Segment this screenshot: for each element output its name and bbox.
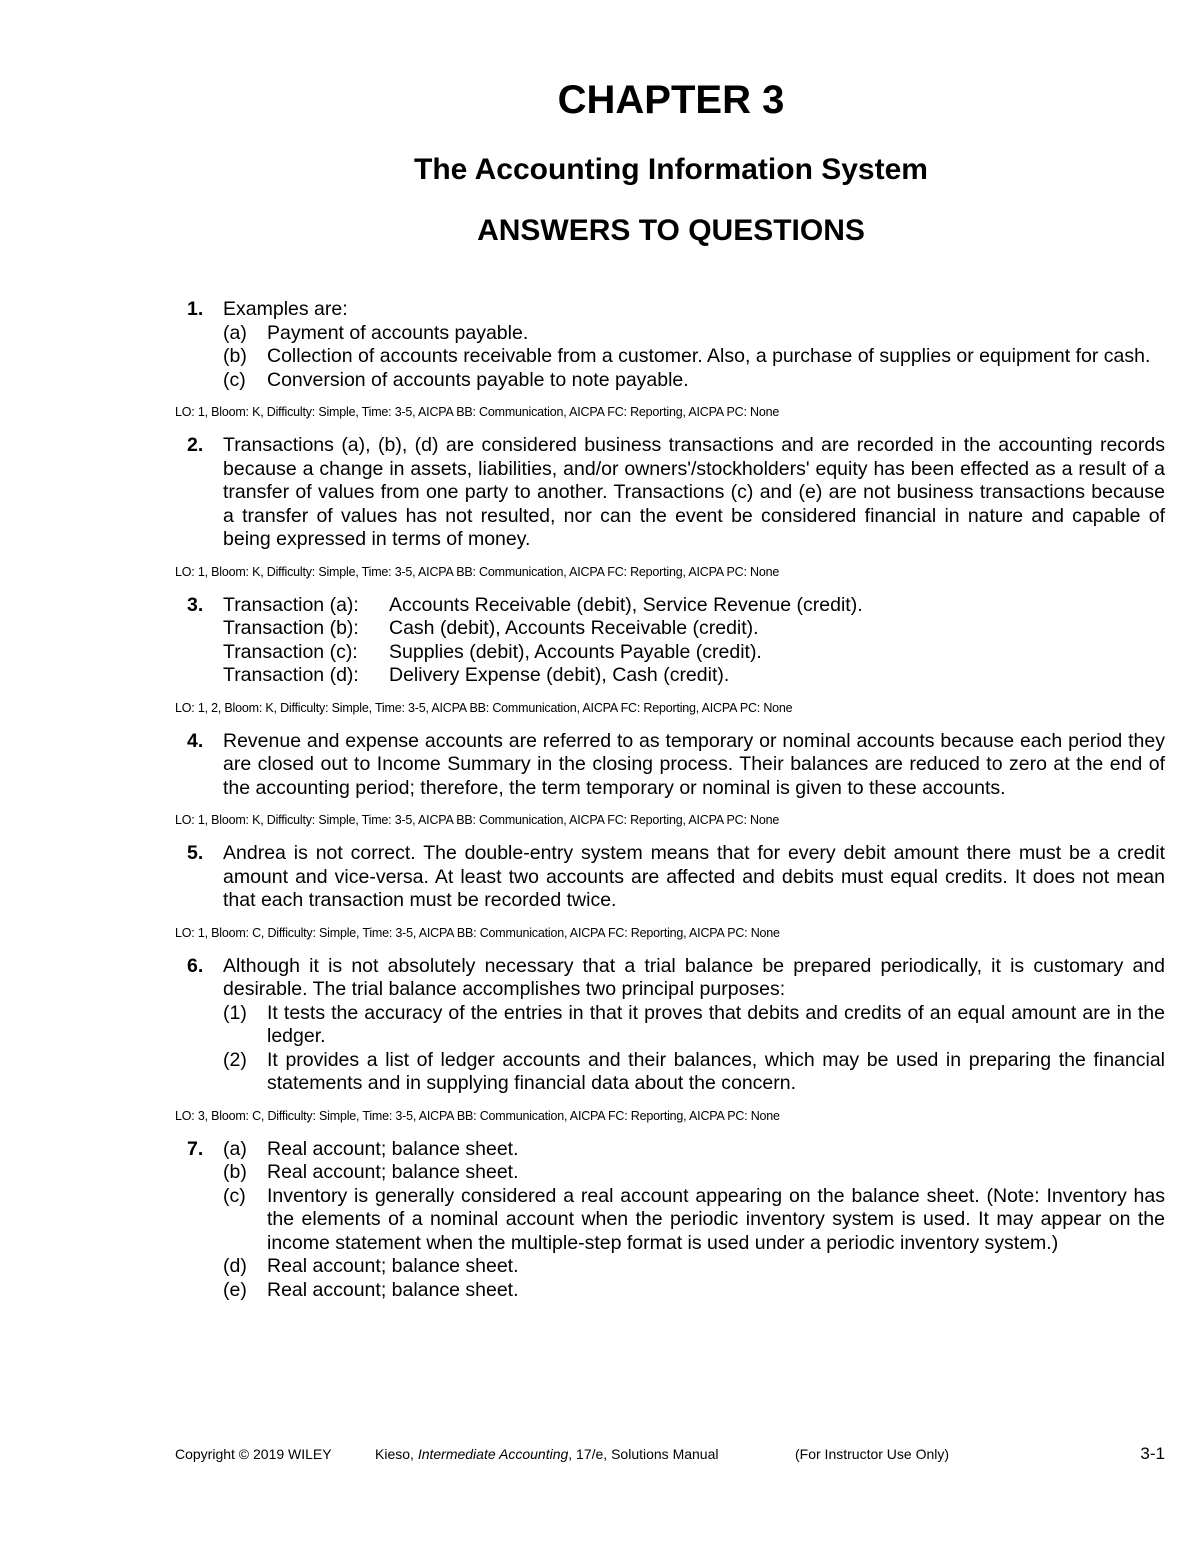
- chapter-title: The Accounting Information System: [414, 153, 928, 186]
- answer-number: 2.: [187, 434, 204, 456]
- answers-list: [175, 298, 1165, 1302]
- book-title: Intermediate Accounting: [417, 1446, 569, 1462]
- copyright-notice: Copyright © 2019 WILEY: [175, 1446, 332, 1462]
- item-text: Collection of accounts receivable from a customer. Also, a purchase of supplies or equipment for cash.: [267, 345, 1151, 367]
- usage-notice: (For Instructor Use Only): [795, 1446, 950, 1462]
- answer-number: 6.: [187, 954, 204, 977]
- answer-3: [175, 594, 1165, 688]
- learning-objective-tag: LO: 3, Bloom: C, Difficulty: Simple, Time: 3-5, AICPA BB: Communication, AICPA FC: Reporting, AICPA PC: None: [175, 1108, 780, 1123]
- learning-objective-tag: LO: 1, 2, Bloom: K, Difficulty: Simple, Time: 3-5, AICPA BB: Communication, AICPA FC: Reporting, AICPA PC: None: [175, 700, 793, 715]
- answer-number: 5.: [187, 842, 204, 864]
- transaction-entry: Delivery Expense (debit), Cash (credit).: [389, 664, 730, 686]
- item-label: (c): [223, 1184, 246, 1207]
- transaction-label: Transaction (a):: [223, 593, 359, 616]
- item-label: (d): [223, 1255, 247, 1277]
- answer-number: 3.: [187, 593, 204, 616]
- item-label: (a): [223, 321, 247, 344]
- answer-7: [175, 1138, 1165, 1303]
- item-label: (b): [223, 345, 247, 367]
- answer-item: [223, 369, 1165, 393]
- item-label: (e): [223, 1278, 247, 1301]
- transaction-label: Transaction (d):: [223, 664, 359, 686]
- answer-item: [223, 345, 1165, 369]
- item-label: (2): [223, 1048, 247, 1071]
- answer-1: [175, 298, 1165, 392]
- book-edition: , 17/e, Solutions Manual: [568, 1446, 719, 1462]
- transaction-entry: Supplies (debit), Accounts Payable (credit).: [389, 640, 762, 663]
- answer-6: [175, 955, 1165, 1096]
- answer-item: [223, 1138, 1165, 1162]
- item-label: (a): [223, 1137, 247, 1160]
- answer-text: Revenue and expense accounts are referred to as temporary or nominal accounts because each period they are closed out to Income Summary in the closing process. Their balances are reduced to zero at the end of the accounting period; therefore, the term temporary or nominal is given to these accounts.: [223, 729, 1165, 799]
- item-text: It tests the accuracy of the entries in that it proves that debits and credits of an equal amount are in the ledger.: [267, 1001, 1165, 1047]
- answer-text: Transactions (a), (b), (d) are considered business transactions and are recorded in the accounting records because a change in assets, liabilities, and/or owners'/stockholders' equity has been effected as a result of a transfer of values from one party to another. Transactions (c) and (e) are not business transactions because a transfer of values has not resulted, nor can the event be considered financial in nature and capable of being expressed in terms of money.: [223, 434, 1165, 550]
- item-text: Real account; balance sheet.: [267, 1278, 519, 1301]
- transaction-row: [223, 664, 1165, 688]
- answer-item: [223, 1185, 1165, 1256]
- transaction-entry: Cash (debit), Accounts Receivable (credit).: [389, 617, 759, 639]
- book-citation: [375, 1445, 795, 1463]
- item-text: It provides a list of ledger accounts and their balances, which may be used in preparing the financial statements and in supplying financial data about the concern.: [267, 1048, 1165, 1094]
- answer-item: [223, 1002, 1165, 1049]
- answer-item: [223, 1279, 1165, 1303]
- item-label: (c): [223, 368, 246, 391]
- item-label: (b): [223, 1161, 247, 1183]
- section-heading: ANSWERS TO QUESTIONS: [477, 214, 865, 247]
- answer-item: [223, 1161, 1165, 1185]
- learning-objective-tag: LO: 1, Bloom: K, Difficulty: Simple, Time: 3-5, AICPA BB: Communication, AICPA FC: Reporting, AICPA PC: None: [175, 405, 780, 419]
- book-author: Kieso,: [375, 1446, 414, 1462]
- transaction-row: [223, 594, 1165, 618]
- item-text: Inventory is generally considered a real account appearing on the balance sheet. (Note: Inventory has the elements of a nominal account when the periodic inventory system is used. It may appear on the income statement when the multiple-step format is used under a periodic inventory system.): [267, 1184, 1165, 1254]
- transaction-label: Transaction (c):: [223, 640, 358, 663]
- item-label: (1): [223, 1001, 247, 1024]
- answer-text: Andrea is not correct. The double-entry system means that for every debit amount there must be a credit amount and vice-versa. At least two accounts are affected and debits must equal credits. It does not mean that each transaction must be recorded twice.: [223, 842, 1165, 911]
- learning-objective-tag: LO: 1, Bloom: K, Difficulty: Simple, Time: 3-5, AICPA BB: Communication, AICPA FC: Reporting, AICPA PC: None: [175, 813, 780, 827]
- answer-item: [223, 1049, 1165, 1096]
- learning-objective-tag: LO: 1, Bloom: K, Difficulty: Simple, Time: 3-5, AICPA BB: Communication, AICPA FC: Reporting, AICPA PC: None: [175, 564, 780, 579]
- transaction-row: [223, 641, 1165, 665]
- page-footer: [175, 1445, 1165, 1463]
- item-text: Real account; balance sheet.: [267, 1161, 519, 1183]
- page-number: 3-1: [1140, 1444, 1165, 1463]
- transaction-label: Transaction (b):: [223, 617, 359, 639]
- transaction-entry: Accounts Receivable (debit), Service Revenue (credit).: [389, 593, 863, 616]
- answer-2: [175, 434, 1165, 552]
- chapter-number: CHAPTER 3: [557, 78, 785, 122]
- answer-number: 1.: [187, 298, 204, 320]
- item-text: Real account; balance sheet.: [267, 1137, 519, 1160]
- answer-5: [175, 842, 1165, 913]
- transaction-row: [223, 617, 1165, 641]
- answer-intro: Although it is not absolutely necessary that a trial balance be prepared periodically, it is customary and desirable. The trial balance accomplishes two principal purposes:: [223, 954, 1165, 1000]
- answer-intro: Examples are:: [223, 298, 348, 320]
- answer-number: 4.: [187, 729, 204, 752]
- answer-item: [223, 1255, 1165, 1279]
- learning-objective-tag: LO: 1, Bloom: C, Difficulty: Simple, Time: 3-5, AICPA BB: Communication, AICPA FC: Reporting, AICPA PC: None: [175, 925, 780, 940]
- answer-4: [175, 730, 1165, 801]
- item-text: Real account; balance sheet.: [267, 1255, 519, 1277]
- item-text: Conversion of accounts payable to note payable.: [267, 368, 689, 391]
- item-text: Payment of accounts payable.: [267, 321, 529, 344]
- answer-item: [223, 322, 1165, 346]
- answer-number: 7.: [187, 1137, 204, 1160]
